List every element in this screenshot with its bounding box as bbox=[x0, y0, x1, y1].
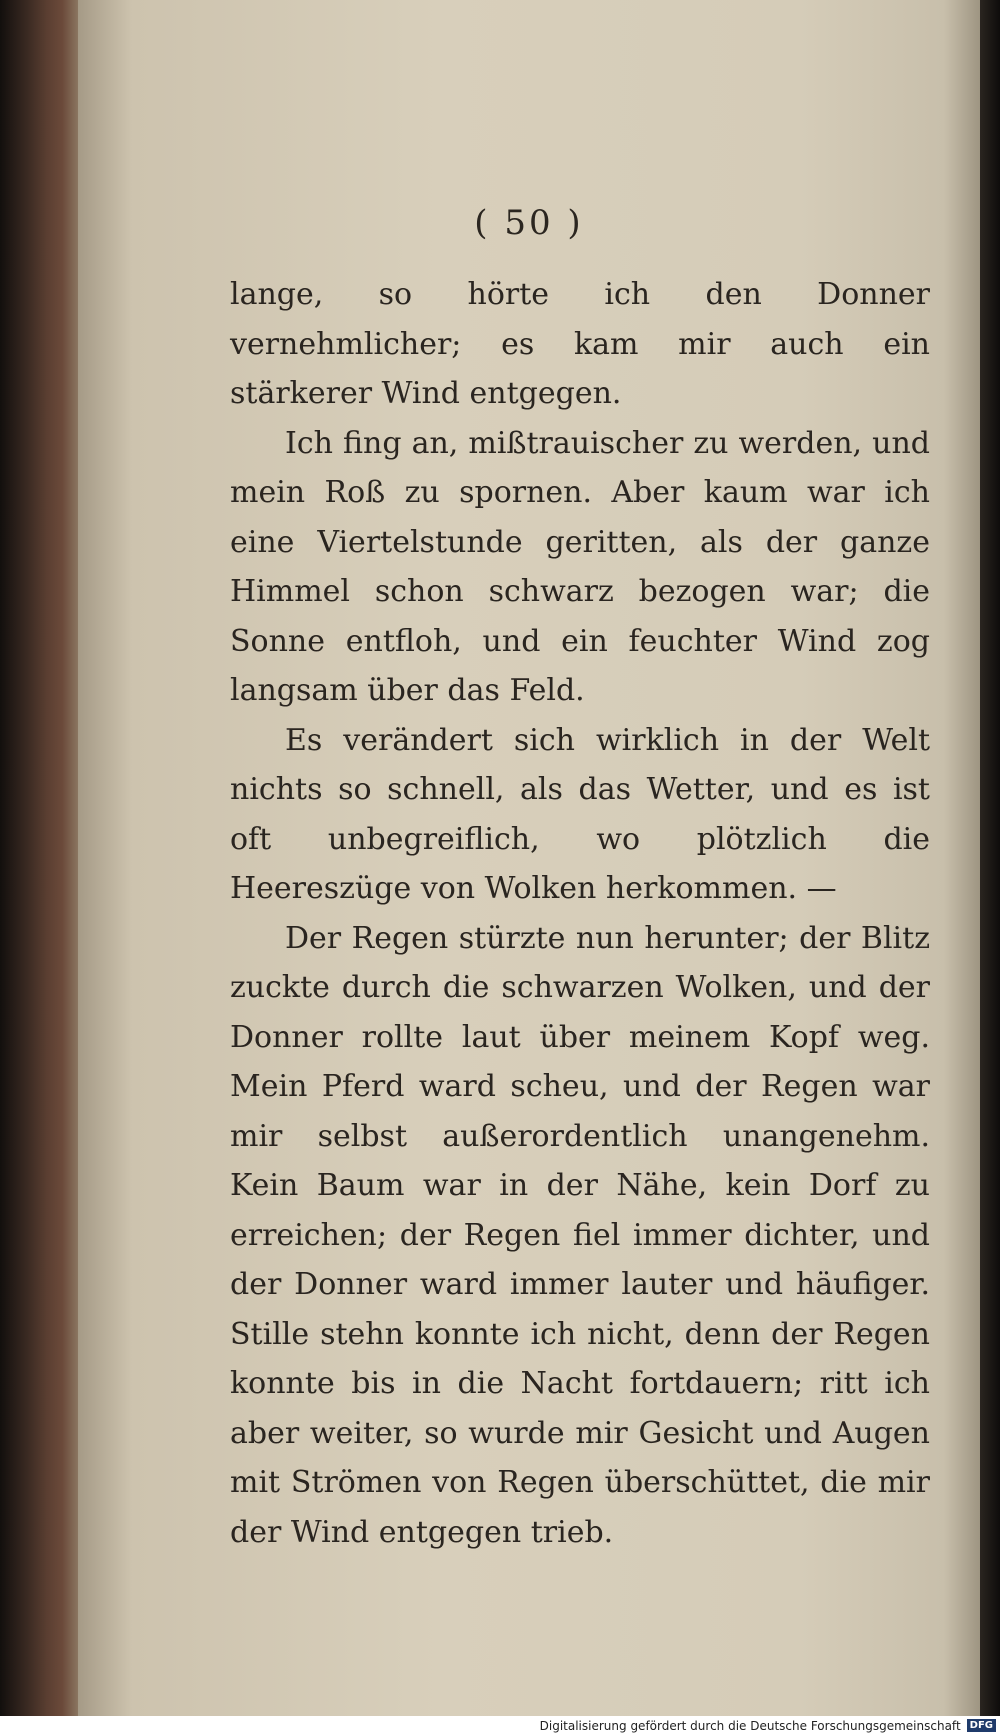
page-right-edge bbox=[980, 0, 1000, 1716]
paragraph-1: lange, so hörte ich den Donner vernehmlicher; es kam mir auch ein stärkerer Wind entgegen. bbox=[230, 277, 930, 411]
paragraph-3: Es verändert sich wirklich in der Welt nichts so schnell, als das Wetter, und es ist oft unbegreiflich, wo plötzlich die Heereszüge von Wolken herkommen. — bbox=[230, 722, 930, 906]
page-number: ( 50 ) bbox=[474, 203, 584, 243]
dfg-logo-icon: DFG bbox=[967, 1719, 996, 1732]
footer-credit: Digitalisierung gefördert durch die Deutsche Forschungsgemeinschaft bbox=[539, 1718, 961, 1733]
text-block bbox=[230, 270, 930, 1557]
book-spine-edge bbox=[0, 0, 78, 1716]
paragraph-2: Ich fing an, mißtrauischer zu werden, und mein Roß zu spornen. Aber kaum war ich eine Viertelstunde geritten, als der ganze Himmel schon schwarz bezogen war; die Sonne entfloh, und ein feuchter Wind zog langsam über das Feld. bbox=[230, 425, 930, 708]
paragraph-4: Der Regen stürzte nun herunter; der Blitz zuckte durch die schwarzen Wolken, und der Donner rollte laut über meinem Kopf weg. Mein Pferd ward scheu, und der Regen war mir selbst außerordentlich unangenehm. Kein Baum war in der Nähe, kein Dorf zu erreichen; der Regen fiel immer dichter, und der Donner ward immer lauter und häufiger. Stille stehn konnte ich nicht, denn der Regen konnte bis in die Nacht fortdauern; ritt ich aber weiter, so wurde mir Gesicht und Augen mit Strömen von Regen überschüttet, die mir der Wind entgegen trieb. bbox=[230, 920, 930, 1550]
digitization-footer bbox=[0, 1716, 1000, 1735]
